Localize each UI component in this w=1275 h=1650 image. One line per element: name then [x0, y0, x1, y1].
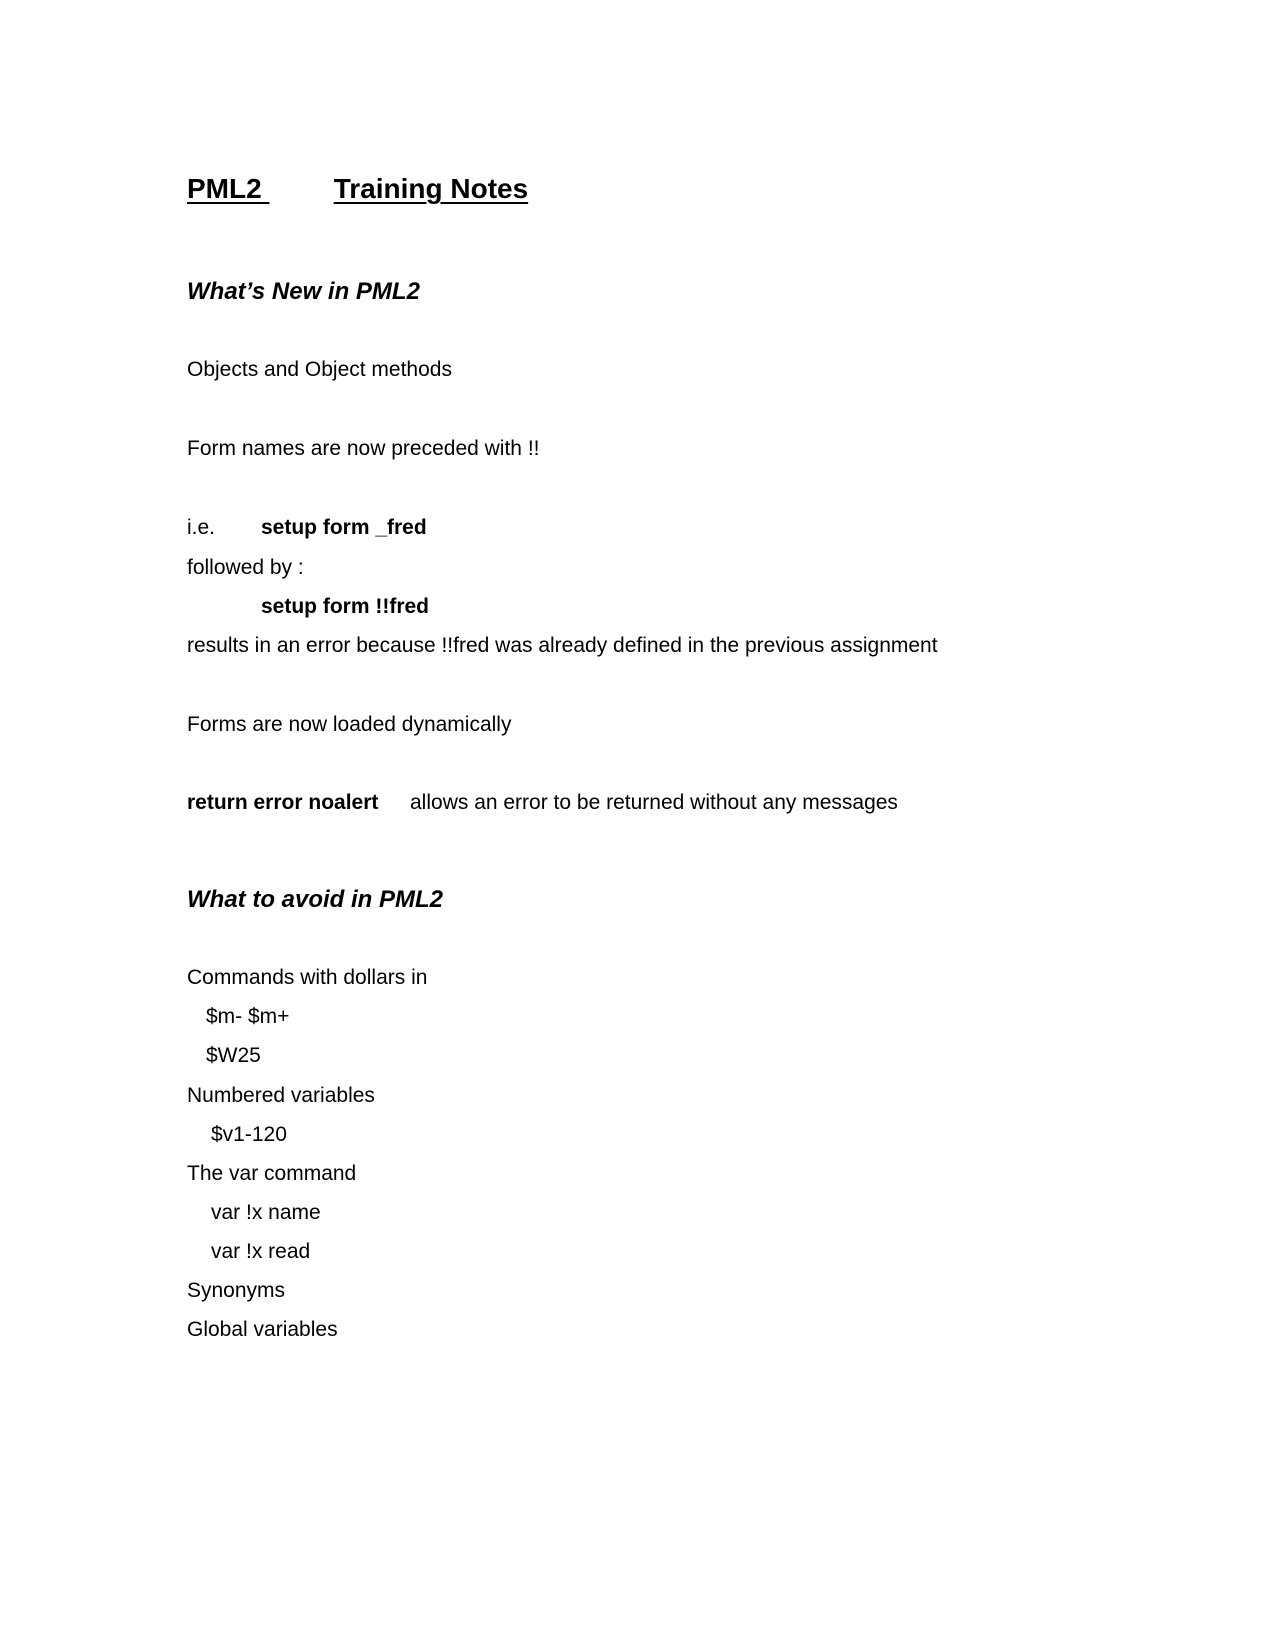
- return-error-line: [187, 790, 1187, 816]
- return-desc: allows an error to be returned without any messages: [410, 791, 898, 814]
- avoid-item-numbered-variables: Numbered variables: [187, 1084, 375, 1107]
- avoid-subitem-var-read: var !x read: [211, 1240, 311, 1263]
- return-cmd: return error noalert: [187, 791, 379, 814]
- avoid-subitem-var-name: var !x name: [211, 1201, 321, 1224]
- avoid-item-synonyms: Synonyms: [187, 1279, 286, 1302]
- example-ie-line: [187, 515, 427, 541]
- avoid-subitem-v1: $v1-120: [211, 1123, 287, 1146]
- section-heading-avoid: What to avoid in PML2: [187, 886, 443, 913]
- text-objects: Objects and Object methods: [187, 358, 452, 381]
- title-left: PML2: [187, 173, 262, 204]
- avoid-item-global-variables: Global variables: [187, 1318, 338, 1341]
- page-title: [187, 172, 528, 206]
- text-form-names: Form names are now preceded with !!: [187, 437, 540, 460]
- avoid-subitem-w25: $W25: [206, 1044, 261, 1067]
- text-results: results in an error because !!fred was already defined in the previous assignment: [187, 634, 938, 657]
- ie-label: i.e.: [187, 516, 216, 539]
- avoid-item-var-command: The var command: [187, 1162, 357, 1185]
- avoid-item-dollars: Commands with dollars in: [187, 966, 428, 989]
- section-heading-whats-new: What’s New in PML2: [187, 278, 420, 305]
- title-gap: [262, 172, 334, 206]
- avoid-subitem-m: $m- $m+: [206, 1005, 290, 1028]
- title-right: Training Notes: [333, 173, 529, 204]
- followed-code: setup form !!fred: [261, 595, 429, 618]
- text-forms-loaded: Forms are now loaded dynamically: [187, 713, 512, 736]
- text-followed-by: followed by :: [187, 556, 304, 579]
- ie-code: setup form _fred: [261, 516, 427, 539]
